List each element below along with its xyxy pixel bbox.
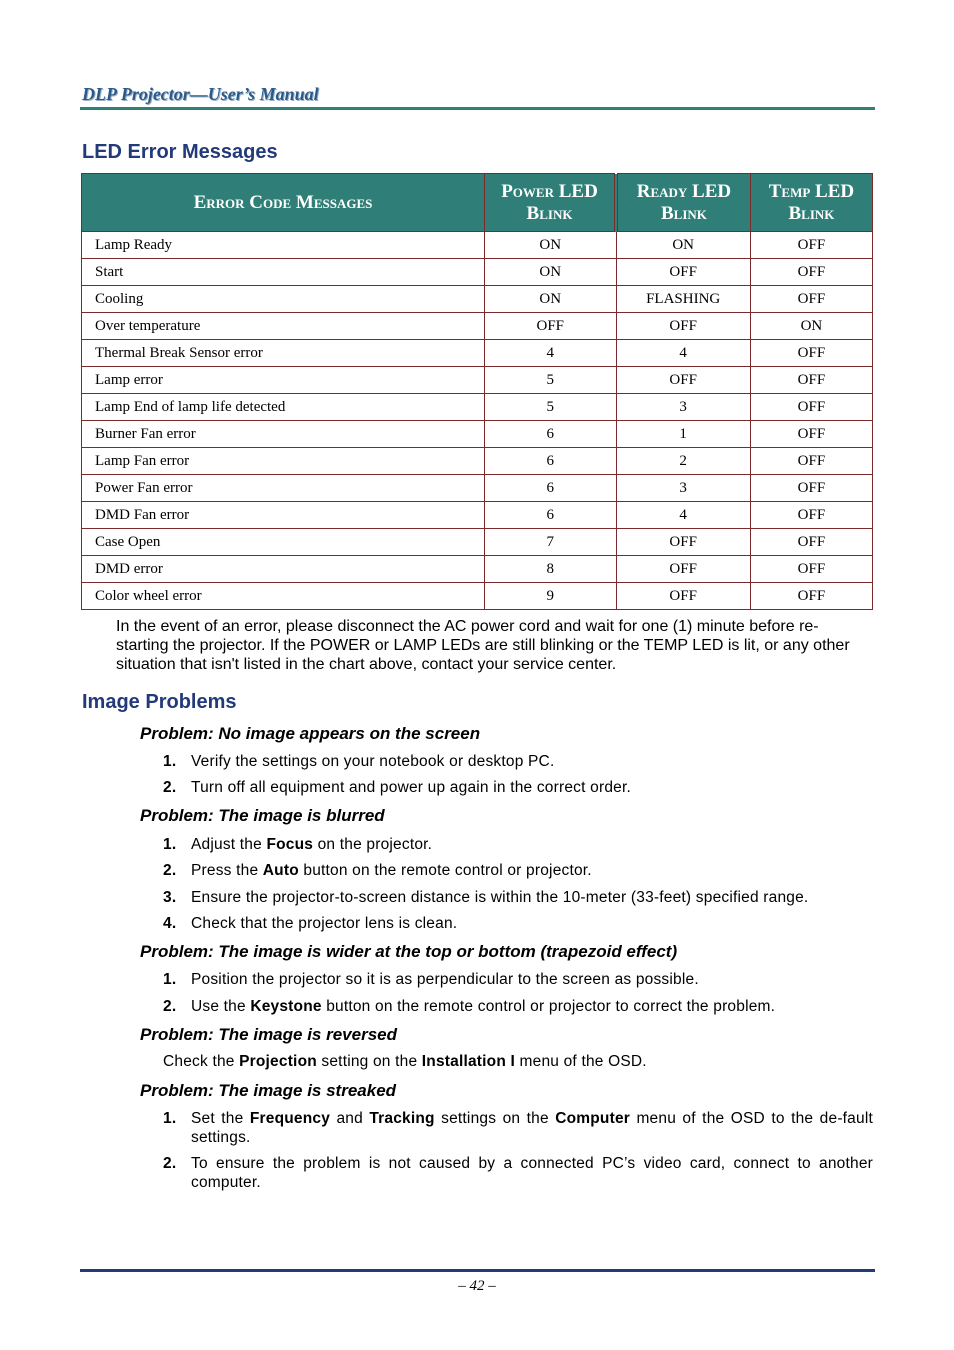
item-text: Verify the settings on your notebook or desktop PC.: [191, 753, 555, 770]
error-message-cell: Cooling: [82, 286, 485, 313]
led-status-cell: OFF: [750, 448, 872, 475]
led-status-cell: OFF: [750, 421, 872, 448]
error-message-cell: Thermal Break Sensor error: [82, 340, 485, 367]
led-status-cell: 3: [616, 475, 750, 502]
led-status-cell: 8: [485, 556, 617, 583]
footer-rule: [80, 1269, 875, 1272]
led-status-cell: 5: [485, 394, 617, 421]
table-row: [82, 232, 873, 259]
list-item: [163, 778, 873, 797]
led-status-cell: ON: [485, 232, 617, 259]
table-header-row: [82, 174, 873, 232]
column-header-error-code: Error Code Messages: [82, 174, 485, 232]
led-status-cell: OFF: [750, 286, 872, 313]
table-row: [82, 259, 873, 286]
problem-text: Check the Projection setting on the Installation I menu of the OSD.: [163, 1053, 647, 1070]
table-body: [82, 232, 873, 610]
led-status-cell: 4: [485, 340, 617, 367]
item-text: Ensure the projector-to-screen distance is within the 10-meter (33-feet) specified range.: [191, 889, 809, 906]
problem-heading: Problem: The image is wider at the top or bottom (trapezoid effect): [140, 942, 678, 961]
item-number: 2.: [163, 779, 177, 796]
problem-heading: Problem: The image is streaked: [140, 1081, 397, 1100]
list-item: [163, 914, 873, 933]
table-row: [82, 394, 873, 421]
item-text: Position the projector so it is as perpendicular to the screen as possible.: [191, 971, 699, 988]
table-row: [82, 340, 873, 367]
led-status-cell: OFF: [616, 529, 750, 556]
led-status-cell: ON: [750, 313, 872, 340]
led-status-cell: ON: [485, 286, 617, 313]
item-text: Use the Keystone button on the remote control or projector to correct the problem.: [191, 998, 776, 1015]
led-status-cell: OFF: [616, 259, 750, 286]
led-status-cell: OFF: [485, 313, 617, 340]
list-item: [163, 1154, 873, 1192]
error-message-cell: DMD error: [82, 556, 485, 583]
table-row: [82, 421, 873, 448]
list-item: [163, 752, 873, 771]
error-message-cell: Start: [82, 259, 485, 286]
error-message-cell: Power Fan error: [82, 475, 485, 502]
led-status-cell: OFF: [750, 556, 872, 583]
column-header-power-led: Power LED Blink: [485, 174, 617, 232]
led-error-table: [81, 173, 873, 610]
led-status-cell: OFF: [750, 259, 872, 286]
list-item: [163, 970, 873, 989]
led-status-cell: OFF: [750, 340, 872, 367]
item-number: 2.: [163, 862, 177, 879]
led-status-cell: 6: [485, 502, 617, 529]
manual-title: DLP Projector—User’s Manual: [82, 84, 319, 104]
error-message-cell: DMD Fan error: [82, 502, 485, 529]
led-status-cell: 9: [485, 583, 617, 610]
item-text: Check that the projector lens is clean.: [191, 915, 458, 932]
led-status-cell: OFF: [616, 583, 750, 610]
led-status-cell: FLASHING: [616, 286, 750, 313]
error-note: In the event of an error, please disconnect the AC power cord and wait for one (1) minute before re-starting the projector. If the POWER or LAMP LEDs are still blinking or the TEMP LED is lit, or any other situation that isn't listed in the chart above, contact your service center.: [116, 618, 850, 673]
list-item: [163, 997, 873, 1016]
item-number: 4.: [163, 915, 177, 932]
table-row: [82, 556, 873, 583]
header-rule: [80, 107, 875, 110]
led-status-cell: OFF: [750, 367, 872, 394]
led-status-cell: 2: [616, 448, 750, 475]
item-text: Press the Auto button on the remote control or projector.: [191, 862, 592, 879]
column-header-ready-led: Ready LED Blink: [616, 174, 750, 232]
item-number: 3.: [163, 889, 177, 906]
led-status-cell: 4: [616, 502, 750, 529]
led-status-cell: 6: [485, 421, 617, 448]
table-row: [82, 286, 873, 313]
table-row: [82, 367, 873, 394]
section-title-led: LED Error Messages: [82, 141, 278, 163]
problem-heading: Problem: No image appears on the screen: [140, 724, 481, 743]
led-status-cell: 5: [485, 367, 617, 394]
led-status-cell: 6: [485, 448, 617, 475]
led-status-cell: OFF: [750, 583, 872, 610]
error-message-cell: Burner Fan error: [82, 421, 485, 448]
page-number: – 42 –: [458, 1278, 496, 1294]
error-message-cell: Lamp error: [82, 367, 485, 394]
table-row: [82, 448, 873, 475]
error-message-cell: Over temperature: [82, 313, 485, 340]
led-status-cell: ON: [485, 259, 617, 286]
led-status-cell: OFF: [750, 394, 872, 421]
error-message-cell: Color wheel error: [82, 583, 485, 610]
led-status-cell: OFF: [750, 529, 872, 556]
item-number: 2.: [163, 1155, 177, 1172]
led-status-cell: OFF: [750, 232, 872, 259]
list-item: [163, 861, 873, 880]
led-status-cell: 7: [485, 529, 617, 556]
error-message-cell: Case Open: [82, 529, 485, 556]
item-number: 1.: [163, 1110, 177, 1127]
item-number: 1.: [163, 971, 177, 988]
error-message-cell: Lamp End of lamp life detected: [82, 394, 485, 421]
item-number: 1.: [163, 836, 177, 853]
item-text: Turn off all equipment and power up again in the correct order.: [191, 779, 631, 796]
error-message-cell: Lamp Fan error: [82, 448, 485, 475]
problem-heading: Problem: The image is reversed: [140, 1025, 397, 1044]
table-row: [82, 529, 873, 556]
led-status-cell: OFF: [616, 367, 750, 394]
table-row: [82, 502, 873, 529]
led-status-cell: 3: [616, 394, 750, 421]
led-status-cell: 6: [485, 475, 617, 502]
led-status-cell: ON: [616, 232, 750, 259]
table-row: [82, 583, 873, 610]
item-text: To ensure the problem is not caused by a connected PC’s video card, connect to another computer.: [191, 1155, 873, 1191]
column-header-temp-led: Temp LED Blink: [750, 174, 872, 232]
table-row: [82, 475, 873, 502]
item-text: Adjust the Focus on the projector.: [191, 836, 433, 853]
table-row: [82, 313, 873, 340]
led-status-cell: 1: [616, 421, 750, 448]
list-item: [163, 835, 873, 854]
item-number: 2.: [163, 998, 177, 1015]
led-status-cell: OFF: [750, 502, 872, 529]
list-item: [163, 1109, 873, 1147]
led-status-cell: OFF: [750, 475, 872, 502]
error-message-cell: Lamp Ready: [82, 232, 485, 259]
led-status-cell: 4: [616, 340, 750, 367]
item-text: Set the Frequency and Tracking settings on the Computer menu of the OSD to the de-fault settings.: [191, 1110, 873, 1146]
led-status-cell: OFF: [616, 313, 750, 340]
problem-heading: Problem: The image is blurred: [140, 806, 385, 825]
led-status-cell: OFF: [616, 556, 750, 583]
list-item: [163, 888, 873, 907]
item-number: 1.: [163, 753, 177, 770]
section-title-image: Image Problems: [82, 691, 237, 713]
